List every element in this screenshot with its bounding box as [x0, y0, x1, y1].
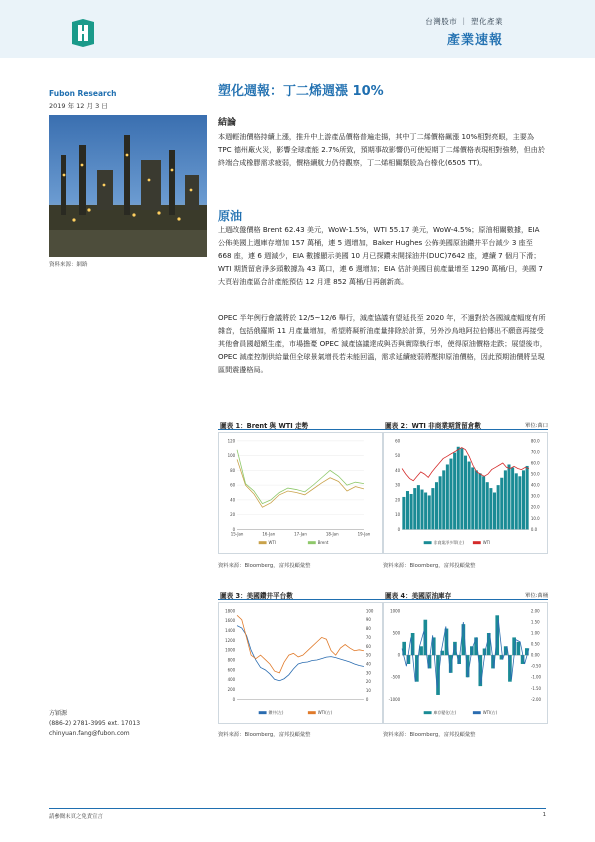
bar [507, 464, 510, 529]
y2-tick-label: 30 [365, 670, 371, 676]
bar [419, 646, 423, 655]
chart-source: 資料來源：Bloomberg，富邦投顧彙整 [383, 732, 476, 738]
analyst-name: 方穎源 [49, 710, 68, 717]
y-tick-label: 0 [397, 526, 401, 532]
header-category: 台灣股市 ｜ 塑化產業 [425, 17, 503, 26]
bar [511, 467, 514, 529]
bar [446, 464, 449, 529]
y2-tick-label: -2.00 [530, 696, 542, 702]
bar [468, 462, 471, 530]
bar [410, 494, 413, 529]
bar [489, 488, 492, 529]
bar [402, 497, 405, 529]
y-tick-label: 1000 [390, 608, 401, 614]
chart-unit: 單位:萬口 [525, 423, 548, 429]
bar [518, 476, 521, 529]
legend-swatch [473, 711, 481, 714]
report-title: 塑化週報：丁二烯週漲 10% [218, 84, 384, 99]
bar [453, 453, 456, 530]
legend-swatch [259, 711, 267, 714]
legend-label: Brent [317, 540, 329, 546]
brand-name: Fubon Research [49, 89, 117, 98]
y2-tick-label: 50.0 [530, 471, 540, 477]
legend-label: 非商業淨多單(左) [433, 540, 465, 546]
bar [449, 459, 452, 530]
y-tick-label: 100 [227, 453, 236, 459]
legend-label: 庫存變化(左) [433, 710, 457, 716]
y2-tick-label: 0.00 [530, 652, 540, 658]
bar [486, 482, 489, 529]
fubon-logo-icon [70, 18, 96, 48]
footer-disclaimer: 請參閱末頁之免責宣言 [49, 814, 103, 820]
section-conclusion-heading: 結論 [218, 118, 237, 128]
y2-tick-label: 40.0 [530, 482, 540, 488]
legend-label: WTI [482, 540, 491, 546]
bar [482, 476, 485, 529]
y2-tick-label: 10 [365, 688, 371, 694]
chart-unit: 單位:萬桶 [525, 593, 548, 599]
bar [522, 470, 525, 529]
chart-plot [383, 432, 548, 554]
y-tick-label: 600 [227, 667, 236, 673]
y2-tick-label: 0 [365, 696, 369, 702]
y-tick-label: 40 [230, 497, 236, 503]
chart-crude-inventory [383, 588, 548, 724]
oil-paragraph-1: 上週改盤價格 Brent 62.43 美元，WoW-1.5%，WTI 55.17 美元，WoW-4.5%；原油相關數據，EIA 公佈美國上週庫存增加 157 萬桶，連 5 週增加，Baker Hughes 公佈美國原油鑽井平台減少 3 座至 668 座，連 6 週減少，EIA 數據顯示美國 10 月已探鑽未開採油井(DUC)7642 座，連續 7 個月下滑；WTI 期貨留倉淨多頭數據為 43 萬口，連 6 週增加；EIA 估計美國目前產量增至 1290 萬桶/日，美國 7 大頁岩油產區合計產能預估 12 月達 852 萬桶/日再創新高。 [218, 225, 543, 286]
bar [515, 473, 518, 529]
y-tick-label: 120 [227, 438, 236, 444]
bar [406, 491, 409, 529]
series-line [237, 450, 364, 504]
legend-label: WTI(右) [482, 710, 498, 716]
y-tick-label: 1200 [225, 637, 236, 643]
bar [420, 490, 423, 530]
chart-plot [383, 602, 548, 724]
bar [500, 478, 503, 530]
y-tick-label: 400 [227, 677, 236, 683]
y-tick-label: -1000 [388, 696, 401, 702]
chart-brent-wti [218, 418, 383, 554]
y2-tick-label: 20 [365, 679, 371, 685]
chart-title: 圖表 1：Brent 與 WTI 走勢 [220, 422, 309, 430]
y-tick-label: 60 [395, 438, 401, 444]
y2-tick-label: 0.50 [530, 641, 540, 647]
y2-tick-label: 90 [365, 617, 371, 623]
y2-tick-label: 80 [365, 626, 371, 632]
chart-source: 資料來源：Bloomberg，富邦投顧彙整 [218, 563, 311, 569]
legend-label: WTI(右) [317, 710, 333, 716]
bar [460, 448, 463, 529]
y-tick-label: 40 [395, 467, 401, 473]
header-title: 產業速報 [446, 33, 503, 48]
y-tick-label: 1800 [225, 608, 236, 614]
bar [475, 470, 478, 529]
y-tick-label: 200 [227, 687, 236, 693]
page-header [0, 0, 595, 58]
y-tick-label: 20 [230, 512, 236, 518]
y2-tick-label: -1.00 [530, 674, 542, 680]
y2-tick-label: 100 [365, 608, 374, 614]
y-tick-label: 50 [395, 453, 401, 459]
y2-tick-label: -0.50 [530, 663, 542, 669]
y-tick-label: 0 [397, 652, 401, 658]
refinery-photo [49, 115, 207, 257]
legend-swatch [473, 541, 481, 544]
bar [424, 620, 428, 655]
y2-tick-label: 70 [365, 634, 371, 640]
chart-wti-positions [383, 418, 548, 554]
y-tick-label: 60 [230, 482, 236, 488]
x-tick-label: 18-Jan [325, 531, 339, 537]
legend-swatch [424, 541, 432, 544]
bar [424, 493, 427, 530]
y2-tick-label: 10.0 [530, 515, 540, 521]
page-number: 1 [542, 812, 546, 818]
y-tick-label: 800 [227, 657, 236, 663]
analyst-phone: (886-2) 2781-3995 ext. 17013 [49, 720, 141, 727]
footer-divider [49, 808, 546, 809]
bar [464, 456, 467, 530]
bar [504, 470, 507, 529]
bar [526, 466, 529, 529]
y2-tick-label: 70.0 [530, 449, 540, 455]
oil-paragraph-2: OPEC 半年例行會議將於 12/5~12/6 舉行，減產協議有望延長至 2020 年，不過對於各國減產幅度有所雜音，包括俄羅斯 11 月產量增加，希望將凝析油產量排除於計算，另外沙烏地阿拉伯傳出不願意再接受其他會員國超額生產，市場擔憂 OPEC 減產協議達成與否與實際執行率，使得原油價格走跌；展望後市，OPEC 減產控制供給量但全球景氣增長若未能回溫，需求延續疲弱將壓抑原油價格，因此預期油價將呈現區間震盪格局。 [218, 313, 547, 374]
y2-tick-label: 40 [365, 661, 371, 667]
bar [478, 473, 481, 529]
series-line [237, 615, 364, 673]
analyst-email[interactable]: chinyuan.fang@fubon.com [49, 730, 130, 737]
bar [436, 655, 440, 695]
legend-label: 鑽井(左) [268, 710, 284, 716]
chart-title: 圖表 2：WTI 非商業期貨留倉數 [385, 422, 481, 430]
bar [471, 467, 474, 529]
bar [442, 470, 445, 529]
bar [417, 485, 420, 529]
chart-plot [218, 432, 383, 554]
y-tick-label: 30 [395, 482, 401, 488]
x-tick-label: 19-Jan [357, 531, 371, 537]
y2-tick-label: 20.0 [530, 504, 540, 510]
bar [517, 642, 521, 655]
y2-tick-label: 80.0 [530, 438, 540, 444]
bar [493, 493, 496, 530]
chart-plot [218, 602, 383, 724]
y-tick-label: 1400 [225, 628, 236, 634]
y-tick-label: 1600 [225, 618, 236, 624]
chart-rig-count [218, 588, 383, 724]
section-oil-heading: 原油 [218, 209, 243, 223]
legend-swatch [308, 711, 316, 714]
analyst-contact [49, 709, 140, 739]
series-line [237, 626, 364, 681]
legend-swatch [424, 711, 432, 714]
y-tick-label: 0 [232, 696, 236, 702]
chart-source: 資料來源：Bloomberg，富邦投顧彙整 [218, 732, 311, 738]
chart-source: 資料來源：Bloomberg，富邦投顧彙整 [383, 563, 476, 569]
y2-tick-label: 60.0 [530, 460, 540, 466]
bar [439, 476, 442, 529]
bar [435, 482, 438, 529]
y-tick-label: -500 [391, 674, 401, 680]
y2-tick-label: 60 [365, 643, 371, 649]
bar [431, 488, 434, 529]
report-date: 2019 年 12 月 3 日 [49, 102, 108, 110]
bar [428, 495, 431, 529]
y-tick-label: 500 [392, 630, 401, 636]
y2-tick-label: 1.00 [530, 630, 540, 636]
legend-swatch [308, 541, 316, 544]
y-tick-label: 0 [232, 526, 236, 532]
y-tick-label: 1000 [225, 647, 236, 653]
x-tick-label: 15-Jan [230, 531, 244, 537]
legend-swatch [259, 541, 267, 544]
conclusion-paragraph: 本週輕油價格持續上漲，推升中上游產品價格普遍走揚，其中丁二烯價格飆漲 10%相對亮眼，主要為 TPC 德州廠火災，影響全球產能 2.7%所致，預期事故影響仍可使短期丁二烯價格表現相對強勢，但由於終端合成橡膠需求疲弱，價格續航力仍待觀察，丁二烯相關類股為台橡化(6505 TT)。 [218, 132, 545, 167]
chart-title: 圖表 4：美國原油庫存 [385, 592, 452, 600]
y-tick-label: 80 [230, 467, 236, 473]
chart-title: 圖表 3：美國鑽井平台數 [220, 592, 293, 600]
y-tick-label: 20 [395, 497, 401, 503]
y2-tick-label: 1.50 [530, 619, 540, 625]
x-tick-label: 17-Jan [294, 531, 307, 537]
bar [497, 485, 500, 529]
bar [413, 488, 416, 529]
y-tick-label: 10 [395, 512, 401, 518]
y2-tick-label: 50 [365, 652, 371, 658]
photo-caption: 資料來源：網路 [49, 262, 88, 268]
bar [457, 447, 460, 530]
y2-tick-label: 0.0 [530, 526, 538, 532]
x-tick-label: 16-Jan [262, 531, 276, 537]
y2-tick-label: 30.0 [530, 493, 540, 499]
legend-label: WTI [268, 540, 276, 546]
y2-tick-label: 2.00 [530, 608, 540, 614]
y2-tick-label: -1.50 [530, 685, 542, 691]
